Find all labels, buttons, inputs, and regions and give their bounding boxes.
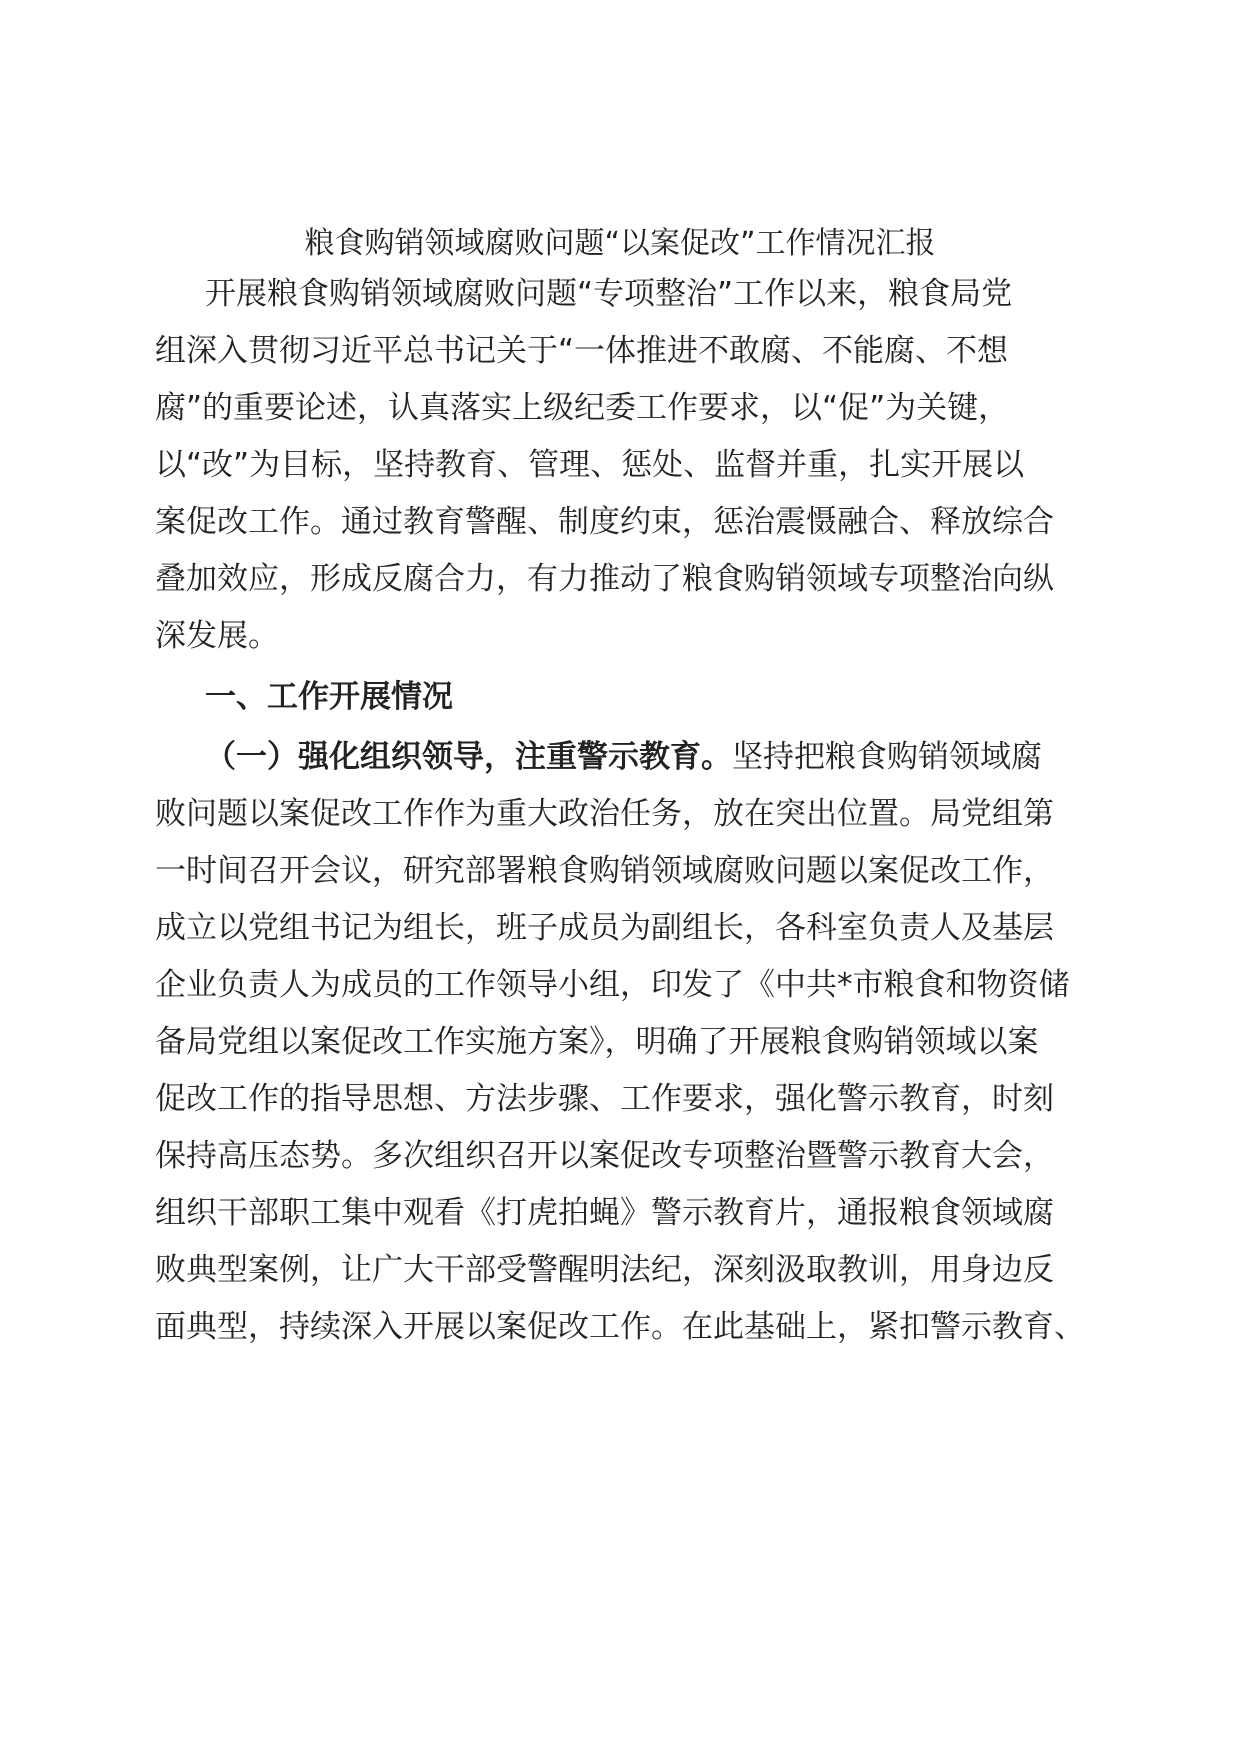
subsection-line: 一时间召开会议，研究部署粮食购销领域腐败问题以案促改工作， — [155, 853, 1054, 889]
subsection-heading: （一）强化组织领导，注重警示教育。 — [205, 739, 732, 775]
subsection-line: 组织干部职工集中观看《打虎拍蝇》警示教育片，通报粮食领域腐 — [155, 1195, 1054, 1231]
subsection-line: 保持高压态势。多次组织召开以案促改专项整治暨警示教育大会， — [155, 1138, 1054, 1174]
subsection-first-line — [205, 735, 1042, 779]
document-title: 粮食购销领域腐败问题“以案促改”工作情况汇报 — [304, 226, 936, 261]
subsection-line: 成立以党组书记为组长，班子成员为副组长，各科室负责人及基层 — [155, 910, 1054, 946]
subsection-line: 败问题以案促改工作作为重大政治任务，放在突出位置。局党组第 — [155, 796, 1054, 832]
subsection-line: 败典型案例，让广大干部受警醒明法纪，深刻汲取教训，用身边反 — [155, 1252, 1054, 1288]
intro-line: 深发展。 — [155, 618, 279, 654]
section-heading: 一、工作开展情况 — [205, 679, 453, 715]
intro-line: 案促改工作。通过教育警醒、制度约束，惩治震慑融合、释放综合 — [155, 504, 1054, 540]
intro-line: 开展粮食购销领域腐败问题“专项整治”工作以来，粮食局党 — [205, 276, 1013, 312]
subsection-line: 面典型，持续深入开展以案促改工作。在此基础上，紧扣警示教育、 — [155, 1309, 1085, 1345]
intro-line: 组深入贯彻习近平总书记关于“一体推进不敢腐、不能腐、不想 — [155, 333, 1009, 369]
subsection-line: 企业负责人为成员的工作领导小组，印发了《中共*市粮食和物资储 — [155, 967, 1070, 1003]
intro-line: 以“改”为目标，坚持教育、管理、惩处、监督并重，扎实开展以 — [155, 447, 1025, 483]
intro-line: 腐”的重要论述，认真落实上级纪委工作要求，以“促”为关键， — [155, 390, 1010, 426]
intro-line: 叠加效应，形成反腐合力，有力推动了粮食购销领域专项整治向纵 — [155, 561, 1054, 597]
subsection-line: 备局党组以案促改工作实施方案》，明确了开展粮食购销领域以案 — [155, 1024, 1039, 1060]
subsection-line: 促改工作的指导思想、方法步骤、工作要求，强化警示教育，时刻 — [155, 1081, 1054, 1117]
subsection-first-line-text: 坚持把粮食购销领域腐 — [732, 739, 1042, 775]
